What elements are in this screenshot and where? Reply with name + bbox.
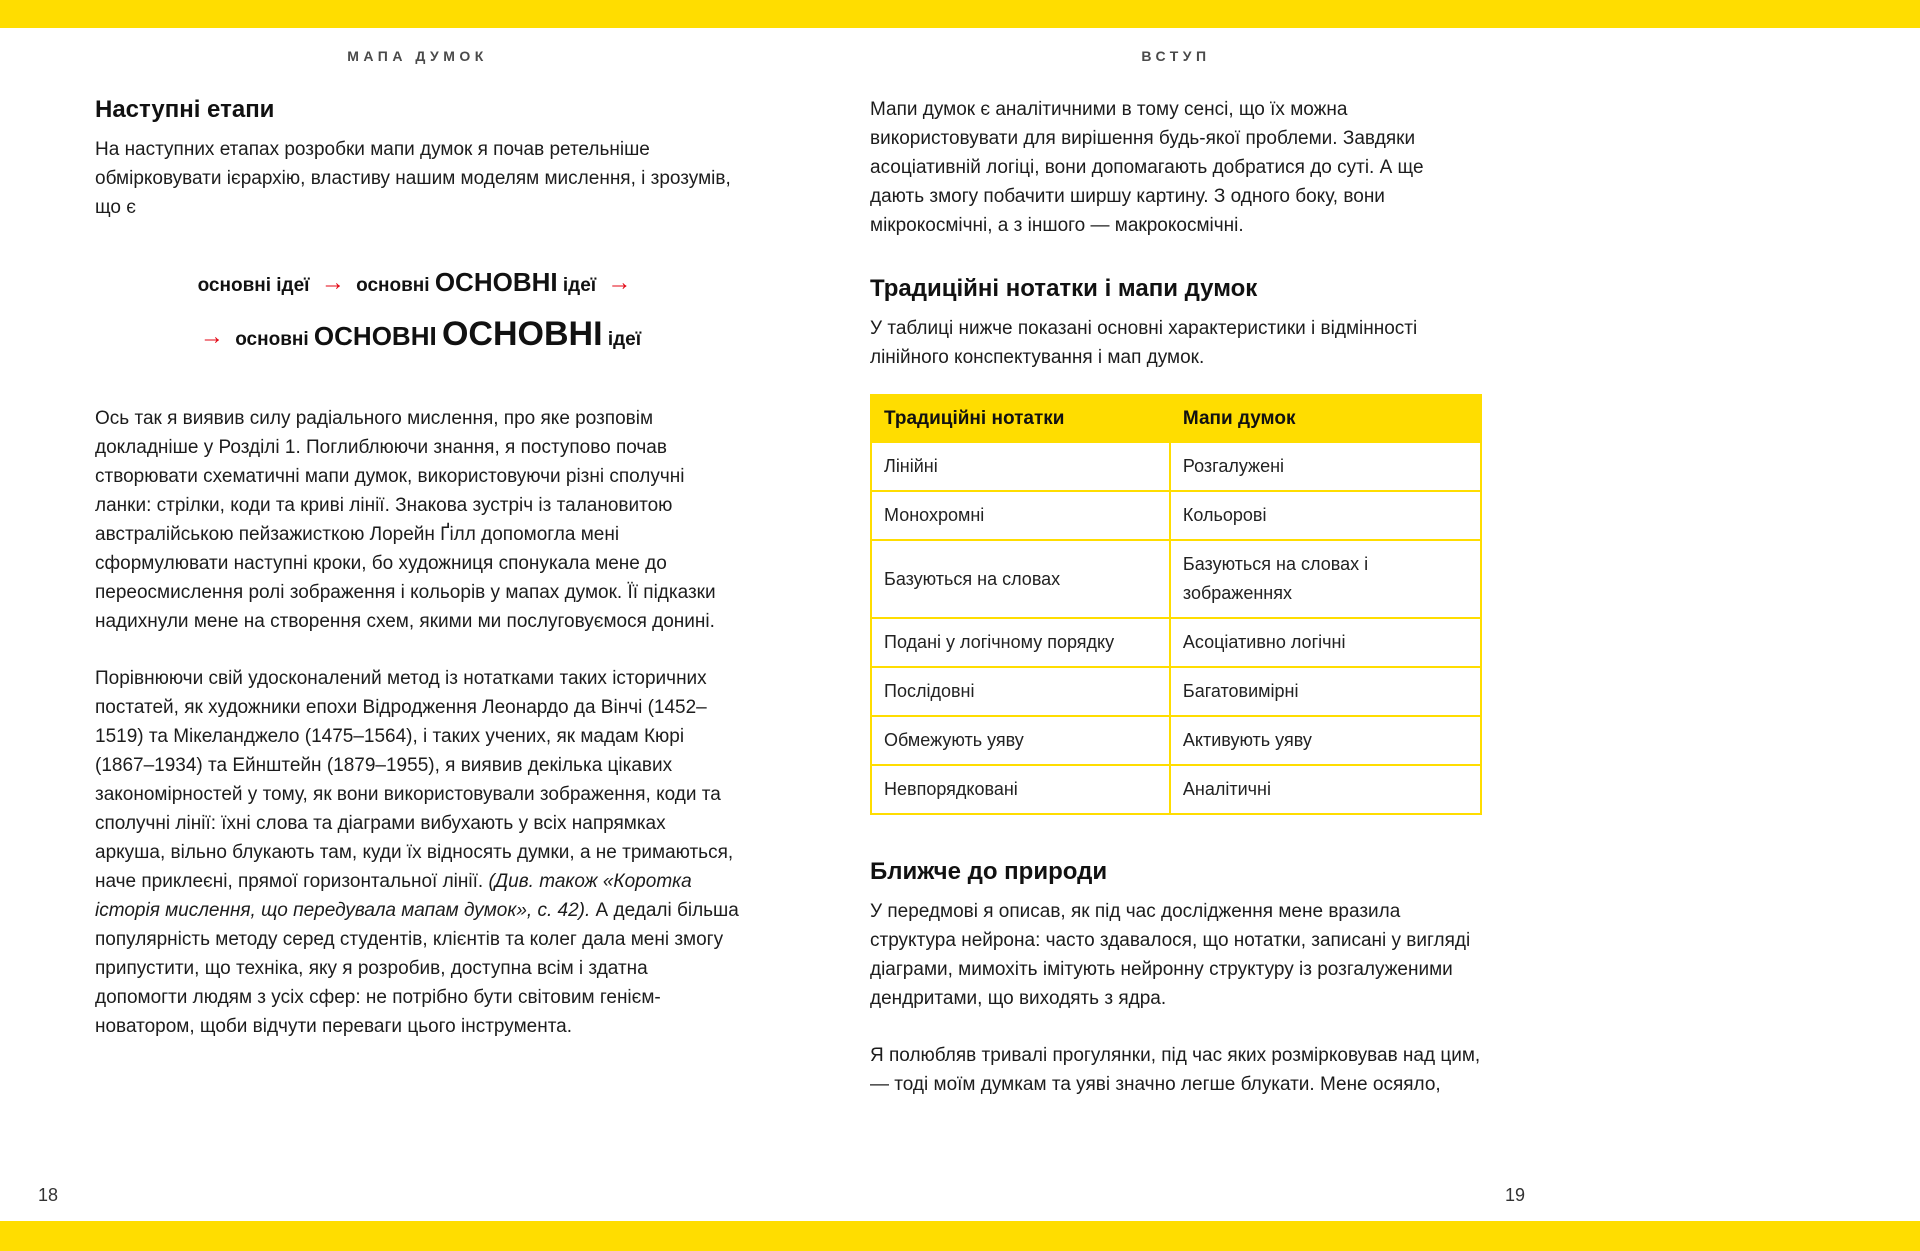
table-row xyxy=(871,716,1481,765)
table-header-row xyxy=(871,395,1481,442)
arrow-right-icon: → xyxy=(607,269,632,296)
table-header-cell: Мапи думок xyxy=(1170,395,1481,442)
table-cell: Базуються на словах і зображеннях xyxy=(1170,540,1481,618)
section-heading: Ближче до природи xyxy=(870,858,1108,885)
table-cell: Активують уяву xyxy=(1170,716,1481,765)
feature-word: основні xyxy=(356,275,430,296)
paragraph-italic-text: (Див. також «Коротка історія мислення, що передувала мапам думок», с. 42). xyxy=(95,871,692,921)
running-head-right: ВСТУП xyxy=(1141,48,1211,64)
paragraph-text: А дедалі більша популярність методу серед студентів, клієнтів та колег дала мені змогу припустити, що техніка, яку я розробив, доступна всім і здатна допомогти людям з усіх сфер: не потрібно бути світовим генієм-новатором, щоби відчути переваги цього інструмента. xyxy=(95,900,739,1037)
page-number-left: 18 xyxy=(38,1185,59,1205)
paragraph: Я полюбляв тривалі прогулянки, під час яких розмірковував над цим, — тоді моїм думкам та уяві значно легше блукати. Мене осяяло, xyxy=(870,1045,1481,1095)
table-cell: Подані у логічному порядку xyxy=(871,618,1170,667)
table-cell: Базуються на словах xyxy=(871,540,1170,618)
top-yellow-bar xyxy=(0,0,1920,28)
paragraph-text: Порівнюючи свій удосконалений метод із нотатками таких історичних постатей, як художники епохи Відродження Леонардо да Вінчі (1452–1519) та Мікеланджело (1475–1564), і таких учених, як мадам Кюрі (1867–1934) та Ейнштейн (1879–1955), я виявив декілька цікавих закономірностей у тому, як вони використовували зображення, коди та сполучні лінії: їхні слова та діаграми вибухають у всіх напрямках аркуша, вільно блукають там, куди їх відносять думки, а не тримаються, наче приклеєні, прямої горизонтальної лінії. xyxy=(95,668,734,892)
left-page-column xyxy=(95,95,740,1041)
bottom-yellow-bar xyxy=(0,1221,1920,1251)
right-page-column xyxy=(870,95,1482,1099)
feature-word: ідеї xyxy=(562,275,597,296)
table-row xyxy=(871,442,1481,491)
table-cell: Обмежують уяву xyxy=(871,716,1170,765)
table-cell: Асоціативно логічні xyxy=(1170,618,1481,667)
table-cell: Розгалужені xyxy=(1170,442,1481,491)
comparison-table xyxy=(870,394,1482,815)
table-cell: Монохромні xyxy=(871,491,1170,540)
feature-word: основні ідеї xyxy=(197,275,310,296)
arrow-right-icon: → xyxy=(199,323,224,350)
table-header-cell: Традиційні нотатки xyxy=(871,395,1170,442)
table-cell: Кольорові xyxy=(1170,491,1481,540)
paragraph xyxy=(95,664,740,1041)
feature-line xyxy=(95,262,740,360)
table-row xyxy=(871,491,1481,540)
table-cell: Аналітичні xyxy=(1170,765,1481,814)
feature-word: основні xyxy=(235,329,309,350)
table-row xyxy=(871,618,1481,667)
feature-line-row-1 xyxy=(95,262,740,306)
page-number-right: 19 xyxy=(1505,1185,1526,1205)
section-heading: Наступні етапи xyxy=(95,96,275,123)
paragraph: У передмові я описав, як під час дослідження мене вразила структура нейрона: часто здавалося, що нотатки, записані у вигляді діаграми, мимохіть імітують нейронну структуру із розгалуженими дендритами, що виходять з ядра. xyxy=(870,901,1471,1009)
paragraph: Мапи думок є аналітичними в тому сенсі, що їх можна використовувати для вирішення будь-якої проблеми. Завдяки асоціативній логіці, вони допомагають добратися до суті. А ще дають змогу побачити ширшу картину. З одного боку, вони мікрокосмічні, а з іншого — макрокосмічні. xyxy=(870,99,1424,236)
section-heading: Традиційні нотатки і мапи думок xyxy=(870,275,1258,302)
feature-word: ОСНОВНІ xyxy=(434,267,558,297)
table-cell: Багатовимірні xyxy=(1170,667,1481,716)
table-row xyxy=(871,667,1481,716)
table-cell: Послідовні xyxy=(871,667,1170,716)
arrow-right-icon: → xyxy=(320,269,345,296)
paragraph: У таблиці нижче показані основні характеристики і відмінності лінійного конспектування і мап думок. xyxy=(870,318,1418,368)
feature-line-row-2 xyxy=(95,314,740,360)
paragraph: Ось так я виявив силу радіального мислення, про яке розповім докладніше у Розділі 1. Поглиблюючи знання, я поступово почав створювати схематичні мапи думок, використовуючи різні сполучні ланки: стрілки, коди та криві лінії. Знакова зустріч із талановитою австралійською пейзажисткою Лорейн Ґілл допомогла мені сформулювати наступні кроки, бо художниця спонукала мене до переосмислення ролі зображення і кольорів у мапах думок. Її підказки надихнули мене на створення схем, якими ми послуговуємося донині. xyxy=(95,408,716,632)
table-cell: Невпорядковані xyxy=(871,765,1170,814)
table-row xyxy=(871,540,1481,618)
paragraph: На наступних етапах розробки мапи думок я почав ретельніше обмірковувати ієрархію, властиву нашим моделям мислення, і зрозумів, що є xyxy=(95,139,731,218)
feature-word: ОСНОВНІ xyxy=(313,321,437,351)
feature-word: ОСНОВНІ xyxy=(441,315,603,353)
table-cell: Лінійні xyxy=(871,442,1170,491)
feature-word: ідеї xyxy=(607,329,642,350)
table-row xyxy=(871,765,1481,814)
running-head-left: МАПА ДУМОК xyxy=(347,48,488,64)
